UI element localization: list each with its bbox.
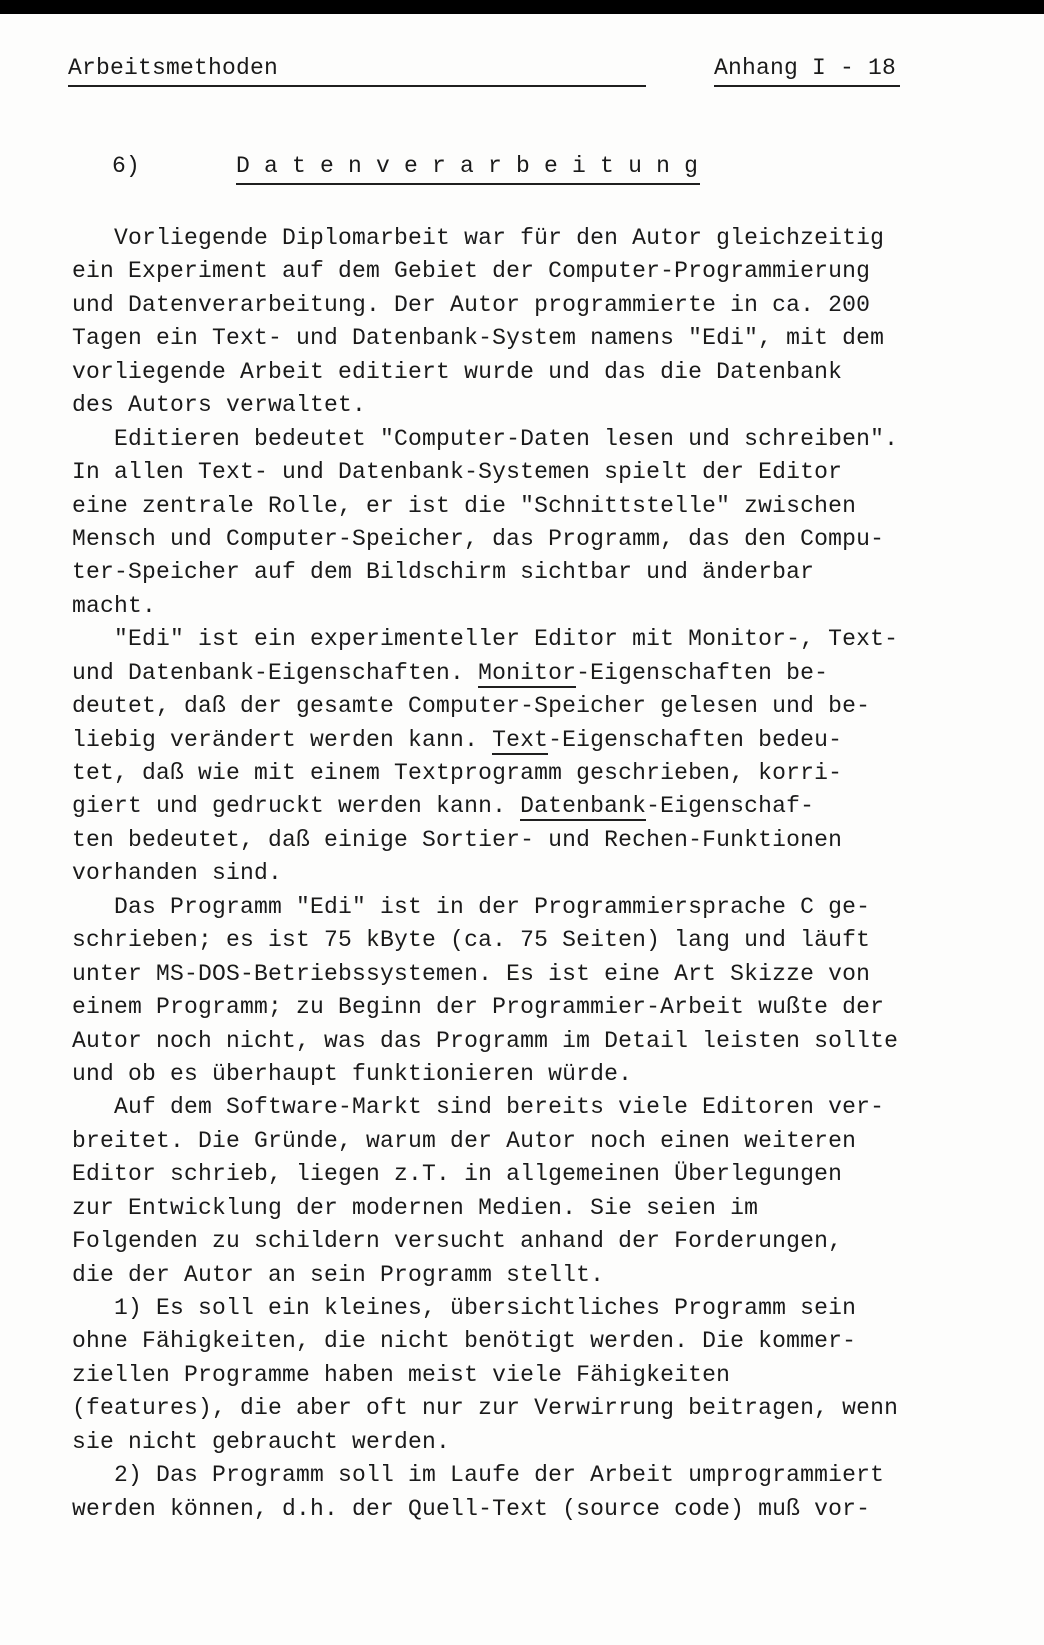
- text-segment: ten bedeutet, daß einige Sortier- und Rechen-Funktionen: [72, 826, 843, 853]
- text-segment: unter MS-DOS-Betriebssystemen. Es ist eine Art Skizze von: [72, 960, 871, 987]
- text-line: [72, 255, 977, 288]
- body-lines: [72, 222, 977, 1526]
- text-segment: -Eigenschaften be-: [576, 659, 829, 686]
- text-segment: deutet, daß der gesamte Computer-Speicher gelesen und be-: [72, 693, 871, 720]
- text-segment: -Eigenschaf-: [646, 793, 815, 820]
- text-line: [72, 958, 977, 991]
- text-line: [72, 1058, 977, 1091]
- running-header-page-number: Anhang I - 18: [714, 55, 900, 87]
- text-line: [72, 1325, 977, 1358]
- text-line: [72, 1192, 977, 1225]
- text-line: [72, 222, 977, 255]
- text-segment: des Autors verwaltet.: [72, 392, 367, 419]
- underlined-term: Monitor: [478, 659, 577, 686]
- text-segment: In allen Text- und Datenbank-Systemen spielt der Editor: [72, 459, 843, 486]
- text-segment: ein Experiment auf dem Gebiet der Computer-Programmierung: [72, 258, 871, 285]
- text-segment: vorhanden sind.: [72, 860, 283, 887]
- running-header-left: Arbeitsmethoden: [68, 55, 279, 81]
- text-segment: werden können, d.h. der Quell-Text (source code) muß vor-: [72, 1495, 871, 1522]
- text-line: [72, 1359, 977, 1392]
- text-segment: 1) Es soll ein kleines, übersichtliches Programm sein: [72, 1295, 857, 1321]
- text-segment: Tagen ein Text- und Datenbank-System namens "Edi", mit dem: [72, 325, 885, 352]
- text-segment: Vorliegende Diplomarbeit war für den Autor gleichzeitig: [72, 225, 885, 251]
- text-line: [72, 456, 977, 489]
- text-line: [72, 1459, 977, 1492]
- text-line: [72, 322, 977, 355]
- text-segment: Das Programm "Edi" ist in der Programmiersprache C ge-: [72, 893, 871, 920]
- text-segment: vorliegende Arbeit editiert wurde und das die Datenbank: [72, 358, 843, 385]
- text-line: [72, 623, 977, 656]
- text-line: [72, 1025, 977, 1058]
- text-segment: (features), die aber oft nur zur Verwirrung beitragen, wenn: [72, 1395, 899, 1422]
- text-line: [72, 289, 977, 322]
- text-segment: und ob es überhaupt funktionieren würde.: [72, 1060, 633, 1087]
- text-line: [72, 757, 977, 790]
- text-segment: tet, daß wie mit einem Textprogramm geschrieben, korri-: [72, 760, 843, 786]
- text-line: [72, 1292, 977, 1325]
- text-line: [72, 523, 977, 556]
- text-segment: -Eigenschaften bedeu-: [548, 726, 843, 753]
- section-title: D a t e n v e r a r b e i t u n g: [236, 153, 700, 185]
- text-segment: schrieben; es ist 75 kByte (ca. 75 Seiten) lang und läuft: [72, 927, 871, 954]
- text-line: [72, 423, 977, 456]
- text-line: [72, 1493, 977, 1526]
- scan-edge-bar: [0, 0, 1044, 14]
- text-segment: ohne Fähigkeiten, die nicht benötigt werden. Die kommer-: [72, 1328, 857, 1355]
- text-line: [72, 590, 977, 623]
- text-segment: liebig verändert werden kann.: [72, 726, 493, 753]
- text-segment: "Edi" ist ein experimenteller Editor mit Monitor-, Text-: [72, 626, 899, 653]
- text-segment: einem Programm; zu Beginn der Programmier-Arbeit wußte der: [72, 994, 885, 1021]
- text-line: [72, 924, 977, 957]
- text-line: [72, 356, 977, 389]
- text-line: [72, 1225, 977, 1258]
- text-line: [72, 857, 977, 890]
- text-line: [72, 1259, 977, 1292]
- text-segment: Mensch und Computer-Speicher, das Programm, das den Compu-: [72, 525, 885, 552]
- text-segment: zur Entwicklung der modernen Medien. Sie seien im: [72, 1194, 759, 1221]
- text-segment: breitet. Die Gründe, warum der Autor noch einen weiteren: [72, 1127, 857, 1154]
- text-line: [72, 790, 977, 823]
- text-segment: Editor schrieb, liegen z.T. in allgemeinen Überlegungen: [72, 1161, 843, 1188]
- text-line: [72, 1125, 977, 1158]
- text-line: [72, 891, 977, 924]
- text-line: [72, 824, 977, 857]
- text-line: [72, 991, 977, 1024]
- text-segment: und Datenverarbeitung. Der Autor programmierte in ca. 200: [72, 291, 871, 318]
- text-segment: Editieren bedeutet "Computer-Daten lesen und schreiben".: [72, 425, 899, 452]
- text-line: [72, 490, 977, 523]
- text-segment: macht.: [72, 592, 157, 619]
- text-segment: ziellen Programme haben meist viele Fähigkeiten: [72, 1361, 731, 1388]
- text-line: [72, 657, 977, 690]
- text-segment: sie nicht gebraucht werden.: [72, 1428, 451, 1455]
- text-segment: Folgenden zu schildern versucht anhand der Forderungen,: [72, 1228, 843, 1255]
- text-segment: ter-Speicher auf dem Bildschirm sichtbar und änderbar: [72, 559, 815, 586]
- text-segment: 2) Das Programm soll im Laufe der Arbeit umprogrammiert: [72, 1462, 885, 1489]
- text-line: [72, 1158, 977, 1191]
- text-line: [72, 690, 977, 723]
- header-underline-rule: [68, 85, 646, 87]
- text-segment: giert und gedruckt werden kann.: [72, 793, 521, 820]
- underlined-term: Datenbank: [520, 793, 647, 820]
- underlined-term: Text: [492, 726, 549, 753]
- text-segment: Autor noch nicht, was das Programm im Detail leisten sollte: [72, 1027, 899, 1054]
- text-segment: die der Autor an sein Programm stellt.: [72, 1261, 605, 1288]
- text-segment: Auf dem Software-Markt sind bereits viele Editoren ver-: [72, 1094, 885, 1121]
- text-line: [72, 724, 977, 757]
- text-line: [72, 1392, 977, 1425]
- text-line: [72, 1091, 977, 1124]
- text-segment: eine zentrale Rolle, er ist die "Schnittstelle" zwischen: [72, 492, 857, 519]
- text-segment: und Datenbank-Eigenschaften.: [72, 659, 479, 686]
- text-line: [72, 389, 977, 422]
- text-line: [72, 556, 977, 589]
- text-line: [72, 1426, 977, 1459]
- section-number: 6): [112, 153, 141, 179]
